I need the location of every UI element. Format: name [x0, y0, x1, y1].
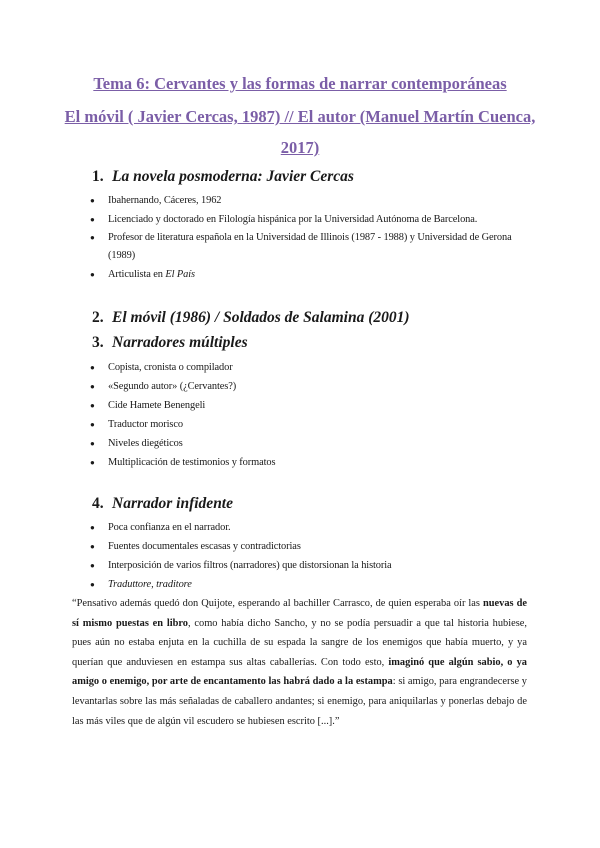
section-heading-1: [92, 167, 354, 187]
list-item: ● Poca confianza en el narrador.: [90, 522, 231, 533]
newspaper-name: El País: [165, 269, 195, 280]
list-item: ● Profesor de literatura española en la Universidad de Illinois (1987 - 1988) y Universidad de Gerona (1989): [90, 232, 512, 261]
section-title: Narradores múltiples: [112, 334, 248, 351]
list-item: ● Traduttore, traditore: [90, 579, 192, 590]
section-4-list: [90, 518, 530, 594]
list-item: ● Niveles diegéticos: [90, 438, 183, 449]
section-heading-2: [92, 308, 410, 328]
quote-emphasis-1: nuevas de sí mismo puestas en libro: [72, 598, 527, 629]
section-number: 2.: [92, 309, 104, 326]
list-item: ● Traductor morisco: [90, 419, 183, 430]
topic-title: Tema 6: Cervantes y las formas de narrar contemporáneas: [93, 74, 507, 93]
section-number: 4.: [92, 495, 104, 512]
list-item: ● Multiplicación de testimonios y formatos: [90, 457, 276, 468]
list-item: ● Articulista en El País: [90, 269, 195, 280]
list-item: ● Ibahernando, Cáceres, 1962: [90, 195, 222, 206]
list-item: ● Cide Hamete Benengeli: [90, 400, 206, 411]
section-title: Narrador infidente: [112, 495, 233, 512]
section-title: La novela posmoderna: Javier Cercas: [112, 168, 354, 185]
quote-emphasis-2: imaginó que algún sabio, o ya amigo o enemigo, por arte de encantamento las habrá dado a la estampa: [72, 656, 527, 688]
section-heading-3: [92, 333, 248, 353]
works-title-line2: 2017): [280, 138, 320, 157]
works-title-line1: El móvil ( Javier Cercas, 1987) // El autor (Manuel Martín Cuenca,: [64, 107, 536, 126]
section-1-list: [90, 191, 530, 284]
section-number: 3.: [92, 334, 104, 351]
list-item: ● Interposición de varios filtros (narradores) que distorsionan la historia: [90, 560, 392, 571]
section-heading-4: [92, 494, 233, 514]
section-number: 1.: [92, 168, 104, 185]
quijote-quote: “Pensativo además quedó don Quijote, esperando al bachiller Carrasco, de quien esperaba oír las nuevas de sí mismo puestas en libro, como había dicho Sancho, y no se podía persuadir a que tal historia hubiese, pues aún no estaba enjuta en la cuchilla de su espada la sangre de los enemigos que había muerto, y ya querían que anduviesen en estampa sus altas caballerías. Con todo esto, imaginó que algún sabio, o ya amigo o enemigo, por arte de encantamento las habrá dado a la estampa: si amigo, para engrandecerse y levantarlas sobre las más señaladas de caballero andantes; si enemigo, para aniquilarlas y ponerlas debajo de las más viles que de algún vil escudero se hubiesen escrito [...].”: [72, 598, 527, 727]
section-title: El móvil (1986) / Soldados de Salamina (2001): [112, 309, 410, 326]
list-item: ● Fuentes documentales escasas y contradictorias: [90, 541, 301, 552]
section-3-list: [90, 358, 530, 472]
list-item: ● «Segundo autor» (¿Cervantes?): [90, 381, 237, 392]
list-item: ● Copista, cronista o compilador: [90, 362, 233, 373]
list-item: ● Licenciado y doctorado en Filología hispánica por la Universidad Autónoma de Barcelona.: [90, 214, 478, 225]
